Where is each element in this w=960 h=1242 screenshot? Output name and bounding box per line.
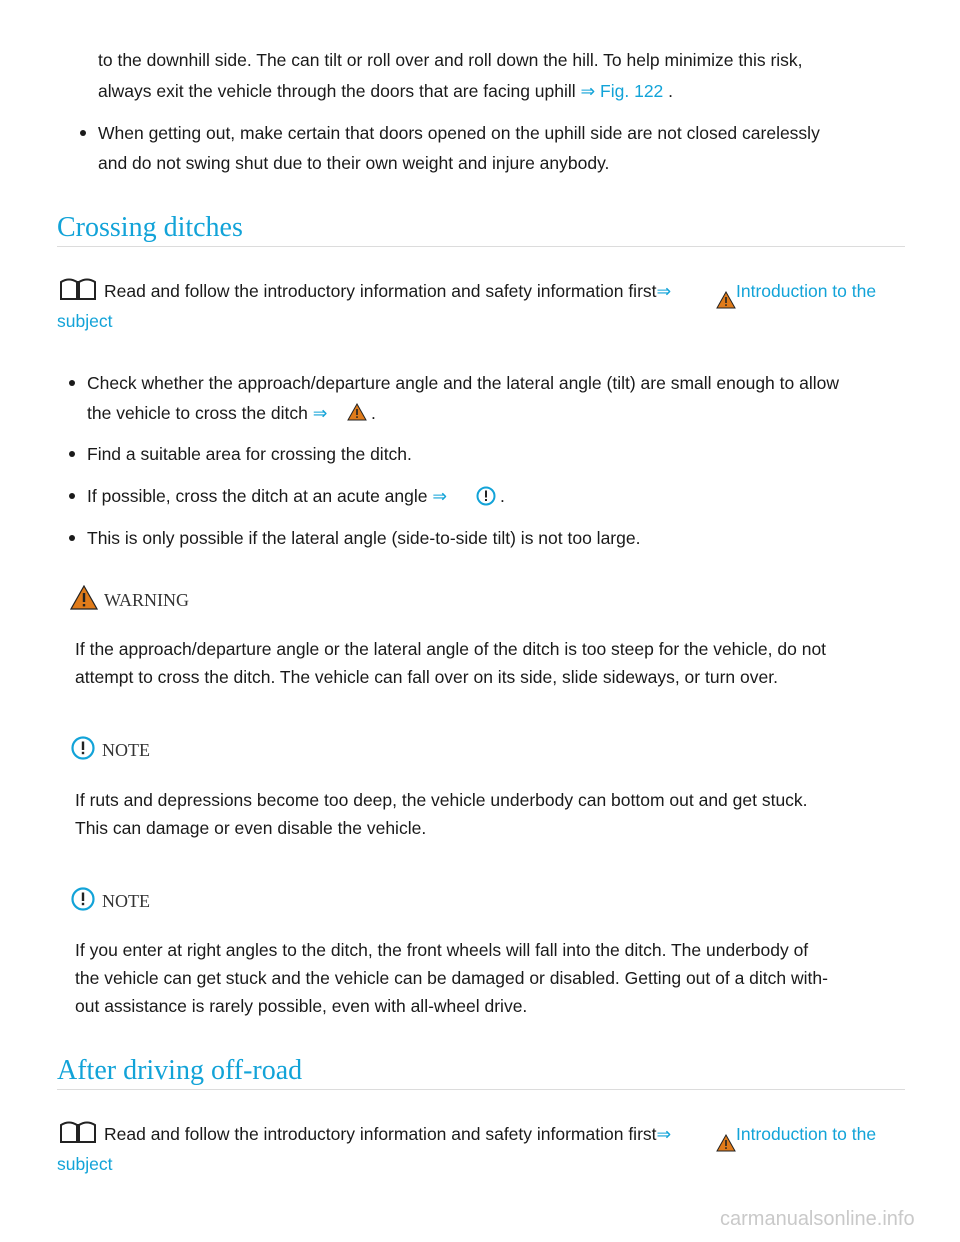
bullet-line: Check whether the approach/departure angle and the lateral angle (tilt) are small enough to allow bbox=[87, 373, 839, 393]
intro-text: Read and follow the introductory information and safety information first bbox=[104, 281, 657, 301]
bullet-line: Find a suitable area for crossing the ditch. bbox=[87, 444, 412, 464]
intro-link[interactable]: Introduction to the bbox=[736, 1124, 877, 1144]
warning-triangle-icon[interactable] bbox=[716, 291, 736, 314]
bullet-text: If possible, cross the ditch at an acute angle bbox=[87, 486, 428, 506]
paragraph-line: to the downhill side. The can tilt or roll over and roll down the hill. To help minimize this risk, bbox=[98, 50, 803, 70]
bullet-dot bbox=[69, 451, 75, 457]
paragraph-text: always exit the vehicle through the doors that are facing uphill bbox=[98, 81, 576, 101]
bullet-text: the vehicle to cross the ditch bbox=[87, 403, 308, 423]
bullet-dot bbox=[69, 380, 75, 386]
warning-triangle-icon[interactable] bbox=[347, 403, 367, 426]
intro-arrow[interactable]: ⇒ bbox=[656, 1124, 672, 1144]
watermark: carmanualsonline.info bbox=[720, 1208, 915, 1230]
note-text: If you enter at right angles to the ditch, the front wheels will fall into the ditch. The underbody of bbox=[75, 940, 809, 960]
warning-text: attempt to cross the ditch. The vehicle can fall over on its side, slide sideways, or turn over. bbox=[75, 667, 778, 687]
note-text: out assistance is rarely possible, even with all-wheel drive. bbox=[75, 996, 528, 1016]
intro-link-continued[interactable]: subject bbox=[57, 311, 113, 331]
section-divider bbox=[57, 1089, 905, 1090]
bullet-dot bbox=[80, 130, 86, 136]
intro-link-continued[interactable]: subject bbox=[57, 1154, 113, 1174]
note-text: the vehicle can get stuck and the vehicle can be damaged or disabled. Getting out of a ditch with- bbox=[75, 968, 828, 988]
note-text: If ruts and depressions become too deep, the vehicle underbody can bottom out and get stuck. bbox=[75, 790, 808, 810]
bullet-line bbox=[87, 485, 447, 507]
book-icon bbox=[58, 1119, 98, 1150]
notice-link-arrow[interactable]: ⇒ bbox=[432, 486, 448, 506]
bullet-line: When getting out, make certain that doors opened on the uphill side are not closed carelessly bbox=[98, 123, 820, 143]
warning-title: WARNING bbox=[104, 590, 189, 610]
figure-link[interactable]: ⇒ Fig. 122 bbox=[580, 81, 664, 101]
section-title: After driving off-road bbox=[57, 1055, 303, 1086]
intro-line bbox=[104, 1123, 671, 1145]
note-title: NOTE bbox=[102, 891, 150, 911]
section-title: Crossing ditches bbox=[57, 212, 243, 243]
intro-arrow[interactable]: ⇒ bbox=[656, 281, 672, 301]
bullet-line: and do not swing shut due to their own weight and injure anybody. bbox=[98, 153, 610, 173]
warning-link-arrow[interactable]: ⇒ bbox=[312, 403, 328, 423]
note-text: This can damage or even disable the vehicle. bbox=[75, 818, 427, 838]
warning-triangle-icon[interactable] bbox=[716, 1134, 736, 1157]
notice-circle-icon[interactable] bbox=[476, 486, 496, 511]
bullet-dot bbox=[69, 535, 75, 541]
intro-text: Read and follow the introductory information and safety information first bbox=[104, 1124, 657, 1144]
bullet-end: . bbox=[500, 486, 505, 506]
paragraph-line bbox=[98, 80, 673, 102]
bullet-line bbox=[87, 402, 327, 424]
intro-line bbox=[104, 280, 671, 302]
warning-triangle-icon bbox=[70, 585, 98, 615]
intro-link[interactable]: Introduction to the bbox=[736, 281, 877, 301]
warning-text: If the approach/departure angle or the lateral angle of the ditch is too steep for the vehicle, do not bbox=[75, 639, 827, 659]
section-divider bbox=[57, 246, 905, 247]
note-title: NOTE bbox=[102, 740, 150, 760]
bullet-line: This is only possible if the lateral angle (side-to-side tilt) is not too large. bbox=[87, 528, 641, 548]
bullet-dot bbox=[69, 493, 75, 499]
notice-circle-icon bbox=[71, 736, 95, 765]
bullet-end: . bbox=[371, 403, 376, 423]
notice-circle-icon bbox=[71, 887, 95, 916]
paragraph-end: . bbox=[668, 81, 674, 101]
book-icon bbox=[58, 276, 98, 307]
